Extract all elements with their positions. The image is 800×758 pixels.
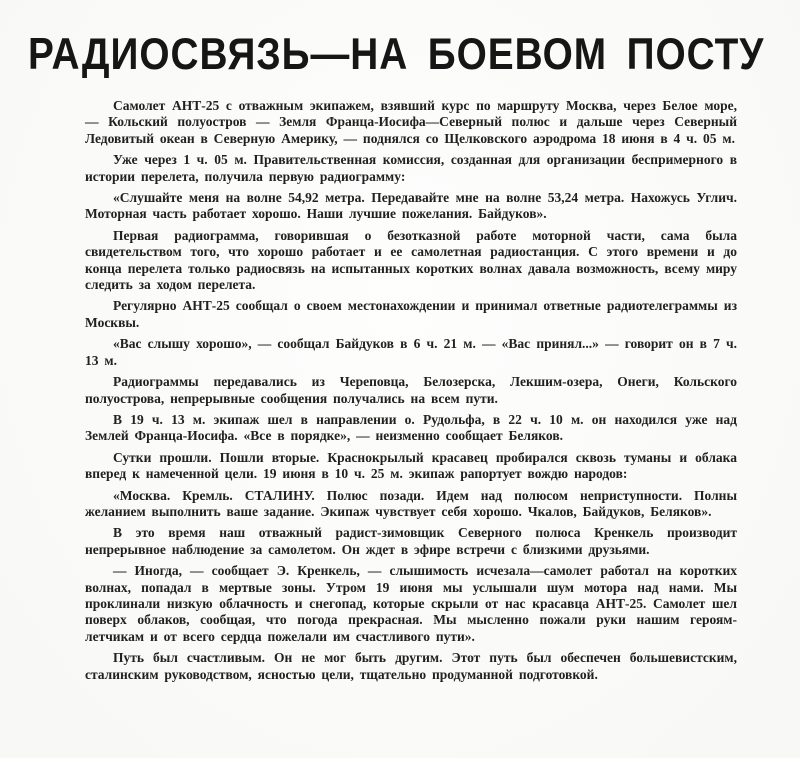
paragraph: «Вас слышу хорошо», — сообщал Байдуков в 6 ч. 21 м. — «Вас принял...» — говорит он в 7 ч. 13 м. <box>85 336 737 368</box>
paragraph: Первая радиограмма, говорившая о безотказной работе моторной части, сама была свидетельством того, что хорошо работает и ее самолетная радиостанция. С этого времени и до конца перелета только радиосвязь на испытанных коротких волнах давала возможность, всему миру следить за ходом перелета. <box>85 227 737 293</box>
paragraph: «Слушайте меня на волне 54,92 метра. Передавайте мне на волне 53,24 метра. Нахожусь Углич. Моторная часть работает хорошо. Наши лучшие пожелания. Байдуков». <box>85 190 737 222</box>
paragraph: Радиограммы передавались из Череповца, Белозерска, Лекшим-озера, Онеги, Кольского полуострова, непрерывные сообщения получались на всем пути. <box>85 374 737 406</box>
paragraph: Сутки прошли. Пошли вторые. Краснокрылый красавец пробирался сквозь туманы и облака вперед к намеченной цели. 19 июня в 10 ч. 25 м. экипаж рапортует вождю народов: <box>85 449 737 482</box>
paragraph: Самолет АНТ-25 с отважным экипажем, взявший курс по маршруту Москва, через Белое море, — Кольский полуостров — Земля Франца-Иосифа—Северный полюс и дальше через Северный Ледовитый океан в Северную Америку, — поднялся со Щелковского аэродрома 18 июня в 4 ч. 05 м. <box>85 98 737 146</box>
paragraph: Регулярно АНТ-25 сообщал о своем местонахождении и принимал ответные радиотелеграммы из Москвы. <box>85 298 737 330</box>
paragraph: В это время наш отважный радист-зимовщик Северного полюса Кренкель производит непрерывное наблюдение за самолетом. Он ждет в эфире встречи с близкими друзьями. <box>85 525 737 557</box>
paragraph: Путь был счастливым. Он не мог быть другим. Этот путь был обеспечен большевистским, сталинским руководством, ясностью цели, тщательно продуманной подготовкой. <box>85 650 737 682</box>
paragraph: Уже через 1 ч. 05 м. Правительственная комиссия, созданная для организации беспримерного в истории перелета, получила первую радиограмму: <box>85 152 737 184</box>
paragraph: В 19 ч. 13 м. экипаж шел в направлении о. Рудольфа, в 22 ч. 10 м. он находился уже над Землей Франца-Иосифа. «Все в порядке», — неизменно сообщает Беляков. <box>85 411 737 444</box>
article-body <box>85 98 737 688</box>
page-title: РАДИОСВЯЗЬ—НА БОЕВОМ ПОСТУ <box>28 30 765 80</box>
paragraph: — Иногда, — сообщает Э. Кренкель, — слышимость исчезала—самолет работал на коротких волнах, попадал в мертвые зоны. Утром 19 июня мы услышали шум мотора над нами. Мы проклинали низкую облачность и снегопад, которые скрыли от нас красавца АНТ-25. Самолет шел поверх облаков, сообщая, что погода прекрасная. Мы мысленно пожали руки нашим героям-летчикам и от всего сердца пожелали им счастливого пути». <box>85 563 737 644</box>
paragraph: «Москва. Кремль. СТАЛИНУ. Полюс позади. Идем над полюсом неприступности. Полны желанием выполнить ваше задание. Экипаж чувствует себя хорошо. Чкалов, Байдуков, Беляков». <box>85 487 737 519</box>
